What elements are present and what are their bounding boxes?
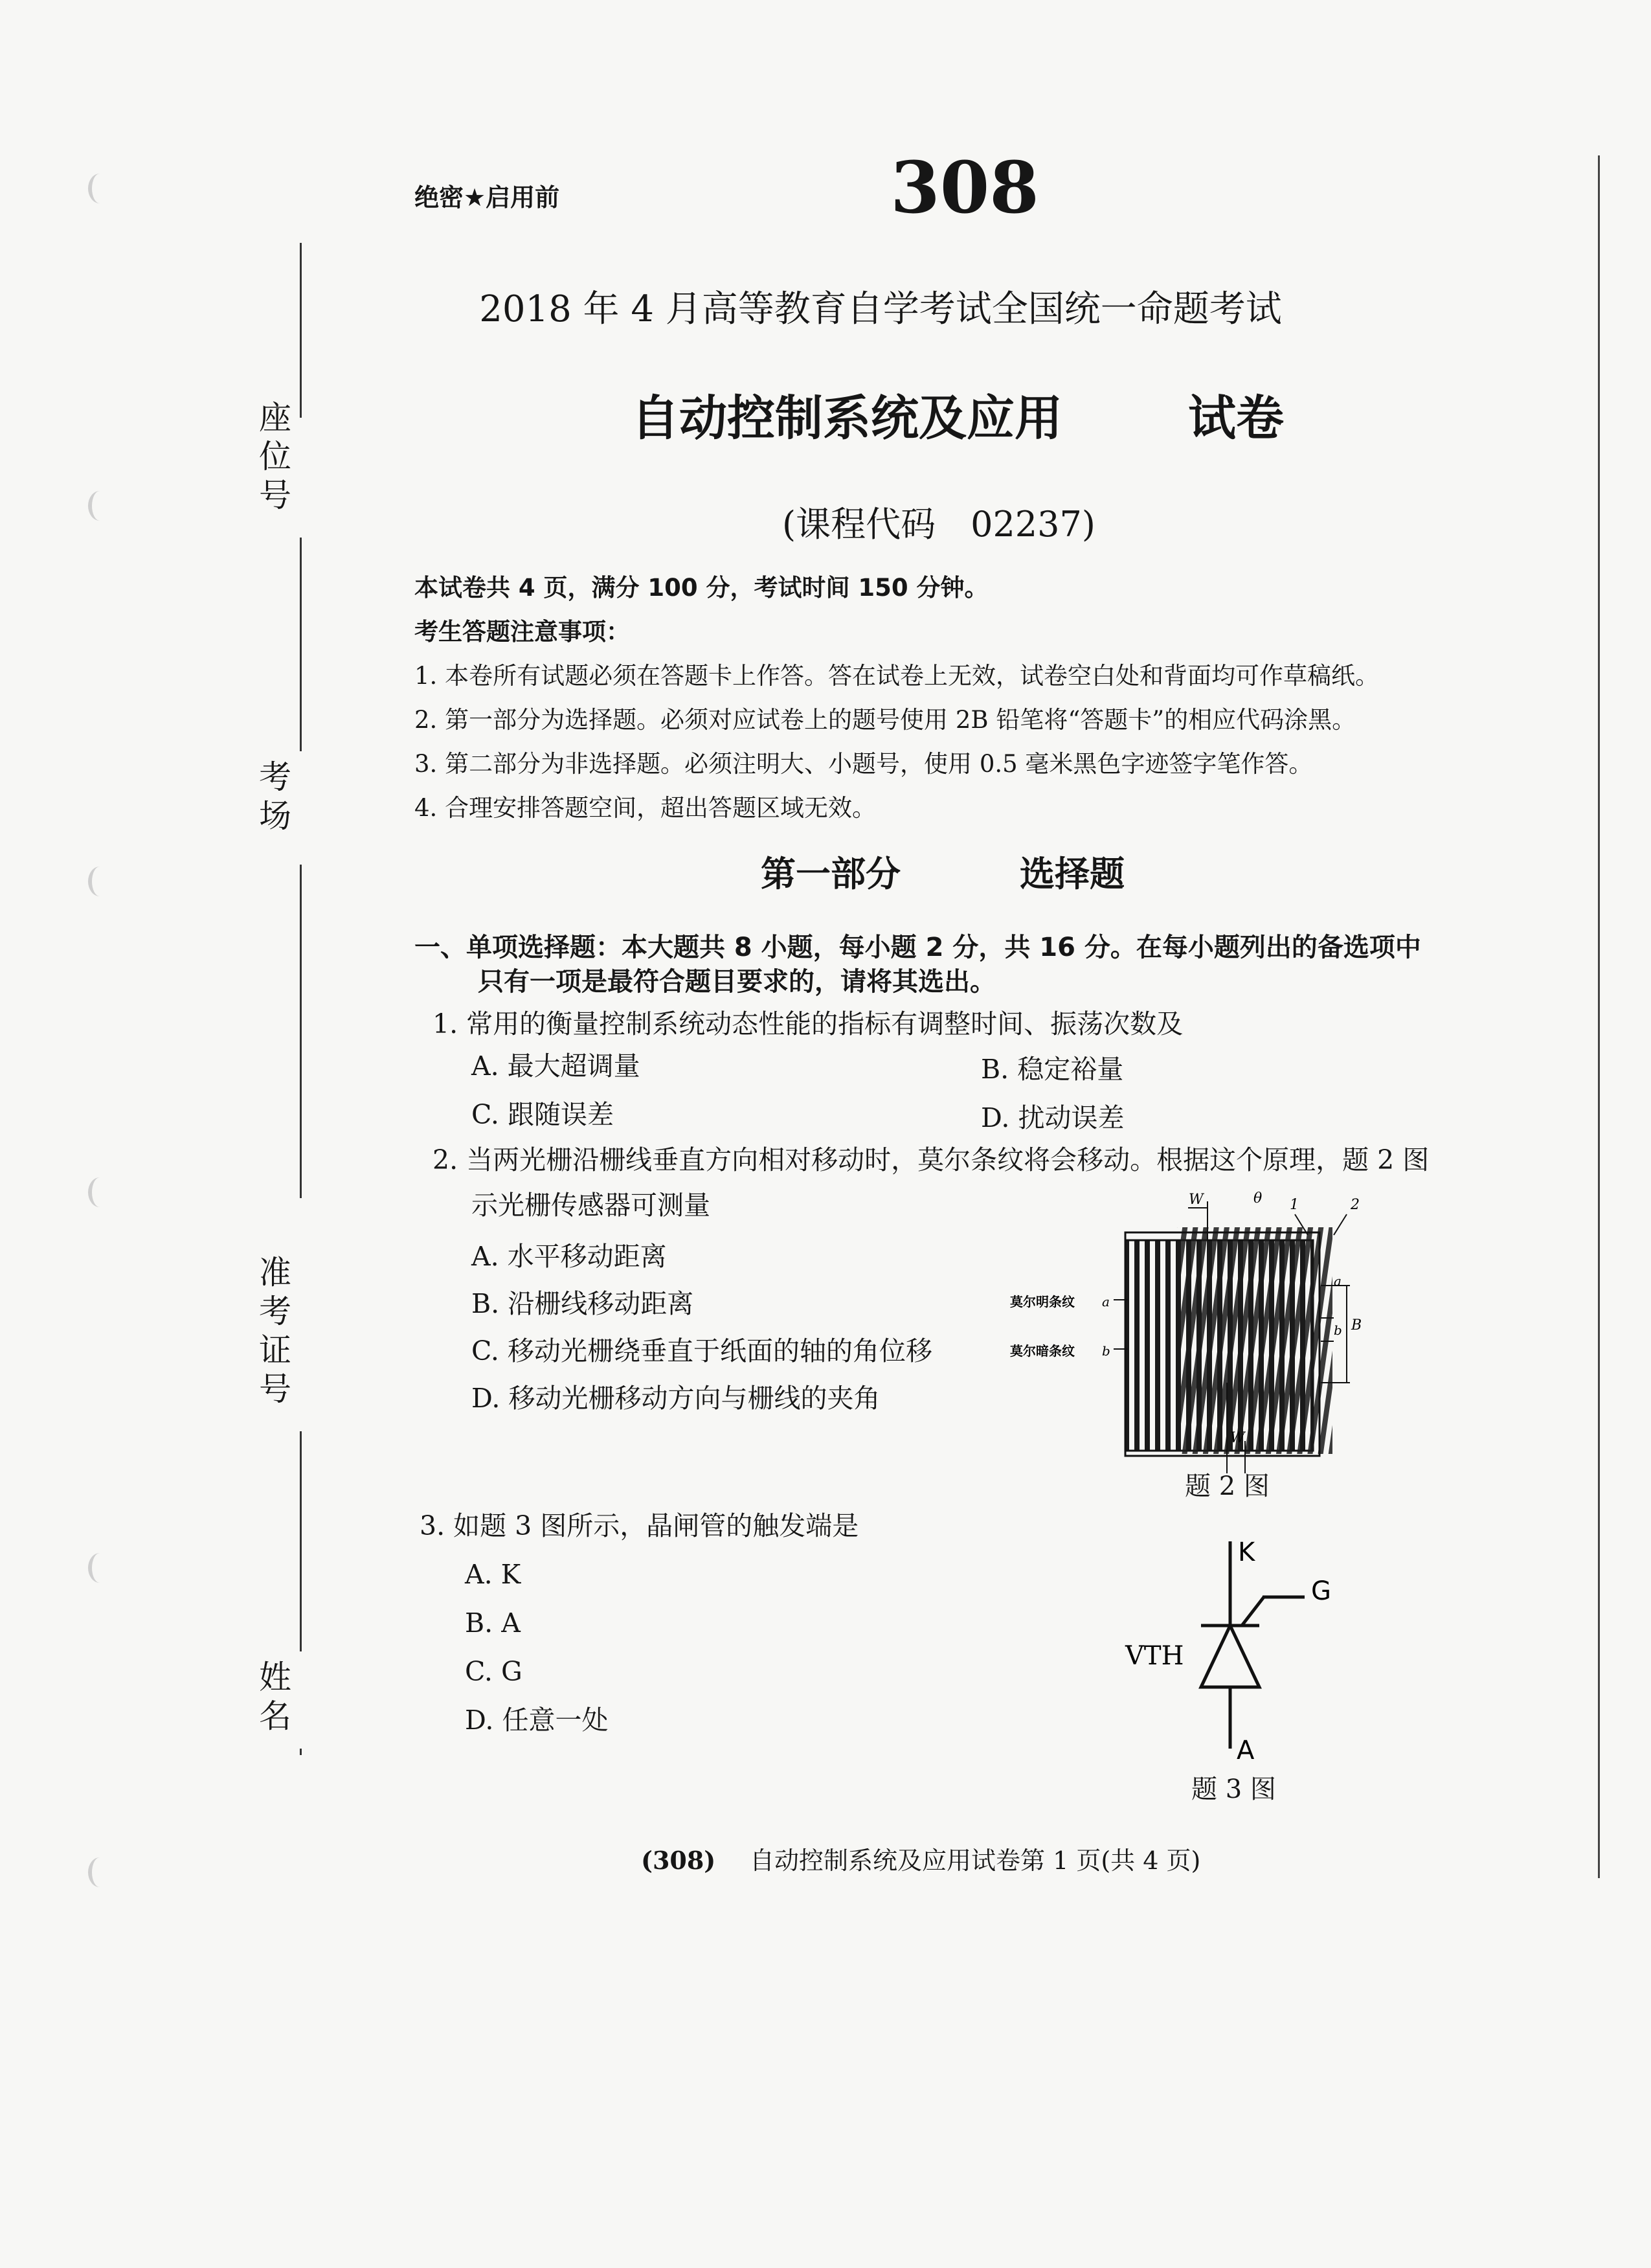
gate-label: G [1311, 1576, 1331, 1606]
mark-a-right: a [1334, 1273, 1342, 1289]
q3-option-b: B. A [465, 1607, 521, 1639]
punch-hole [88, 1553, 111, 1583]
note-item: 3. 第二部分为非选择题。必须注明大、小题号，使用 0.5 毫米黑色字迹签字笔作答。 [414, 750, 1313, 778]
q1-option-d: D. 扰动误差 [981, 1102, 1125, 1133]
course-code: (课程代码 02237) [782, 504, 1095, 545]
exam-room-label: 考场 [259, 758, 291, 835]
cathode-label: K [1238, 1537, 1255, 1567]
margin-line [300, 1431, 302, 1651]
bright-fringe-label: 莫尔明条纹 [1010, 1294, 1075, 1310]
q1-option-b: B. 稳定裕量 [981, 1054, 1124, 1085]
mark-b-right: b [1334, 1322, 1342, 1338]
punch-hole [88, 174, 111, 203]
exam-title: 2018 年 4 月高等教育自学考试全国统一命题考试 [479, 288, 1282, 330]
question-3-stem: 3. 如题 3 图所示，晶闸管的触发端是 [420, 1510, 859, 1541]
dark-fringe-label: 莫尔暗条纹 [1010, 1343, 1075, 1359]
grating-figure [1010, 1188, 1431, 1473]
q3-option-a: A. K [465, 1559, 521, 1590]
mark-theta: θ [1253, 1190, 1263, 1207]
subject-title: 自动控制系统及应用 [631, 391, 1062, 446]
mark-1: 1 [1290, 1197, 1299, 1213]
seat-number-label: 座位号 [259, 399, 291, 514]
footer-page: 自动控制系统及应用试卷第 1 页(共 4 页) [750, 1846, 1201, 1875]
q2-option-c: C. 移动光栅绕垂直于纸面的轴的角位移 [471, 1335, 932, 1366]
exam-summary: 本试卷共 4 页，满分 100 分，考试时间 150 分钟。 [414, 574, 989, 602]
confidential-mark: 绝密★启用前 [414, 183, 560, 212]
thyristor-triangle [1201, 1626, 1259, 1687]
margin-line [300, 538, 302, 751]
part-subtitle: 选择题 [1020, 854, 1125, 894]
q2-option-a: A. 水平移动距离 [471, 1241, 667, 1272]
punch-hole [88, 1177, 111, 1207]
anode-label: A [1237, 1736, 1255, 1765]
figure-2-caption: 题 2 图 [1185, 1471, 1270, 1501]
q2-option-b: B. 沿栅线移动距离 [471, 1288, 694, 1319]
admission-number-label: 准考证号 [259, 1254, 291, 1408]
punch-hole [88, 1857, 111, 1887]
q2-option-d: D. 移动光栅移动方向与栅线的夹角 [471, 1383, 881, 1414]
punch-hole [88, 491, 111, 521]
mark-b-left: b [1102, 1343, 1110, 1359]
margin-line [300, 865, 302, 1198]
q1-option-c: C. 跟随误差 [471, 1099, 614, 1130]
section-instruction: 一、单项选择题：本大题共 8 小题，每小题 2 分，共 16 分。在每小题列出的备选项中 [414, 933, 1421, 962]
question-2-stem: 2. 当两光栅沿栅线垂直方向相对移动时，莫尔条纹将会移动。根据这个原理，题 2 图 [432, 1144, 1430, 1175]
q1-option-a: A. 最大超调量 [471, 1050, 640, 1082]
thyristor-figure [1120, 1535, 1366, 1768]
q3-option-c: C. G [465, 1656, 522, 1687]
mark-w2: W [1230, 1430, 1245, 1446]
mark-big-b: B [1351, 1317, 1362, 1333]
part-title: 第一部分 [761, 854, 901, 894]
name-label: 姓名 [259, 1659, 291, 1735]
notes-heading: 考生答题注意事项： [414, 618, 630, 646]
punch-hole [88, 867, 111, 896]
note-item: 4. 合理安排答题空间，超出答题区域无效。 [414, 794, 877, 822]
footer-code: (308) [641, 1846, 716, 1875]
mark-w1: W [1189, 1192, 1204, 1208]
paper-code: 308 [890, 146, 1039, 229]
figure-3-caption: 题 3 图 [1191, 1775, 1276, 1804]
paper-title: 试卷 [1188, 391, 1284, 446]
note-item: 1. 本卷所有试题必须在答题卡上作答。答在试卷上无效，试卷空白处和背面均可作草稿纸。 [414, 662, 1380, 690]
margin-line [300, 243, 302, 418]
right-edge-rule [1598, 155, 1600, 1878]
gate-lead [1242, 1597, 1264, 1626]
pointer-line [1334, 1214, 1347, 1235]
moving-grating [1177, 1227, 1332, 1454]
vth-label: VTH [1125, 1641, 1184, 1671]
question-2-stem: 示光栅传感器可测量 [471, 1190, 710, 1221]
margin-line [300, 1749, 302, 1755]
note-item: 2. 第一部分为选择题。必须对应试卷上的题号使用 2B 铅笔将“答题卡”的相应代码涂黑。 [414, 706, 1356, 734]
mark-a-left: a [1102, 1294, 1110, 1310]
q3-option-d: D. 任意一处 [465, 1705, 609, 1736]
question-1-stem: 1. 常用的衡量控制系统动态性能的指标有调整时间、振荡次数及 [432, 1008, 1184, 1039]
mark-2: 2 [1351, 1197, 1360, 1213]
section-instruction: 只有一项是最符合题目要求的，请将其选出。 [478, 967, 996, 997]
